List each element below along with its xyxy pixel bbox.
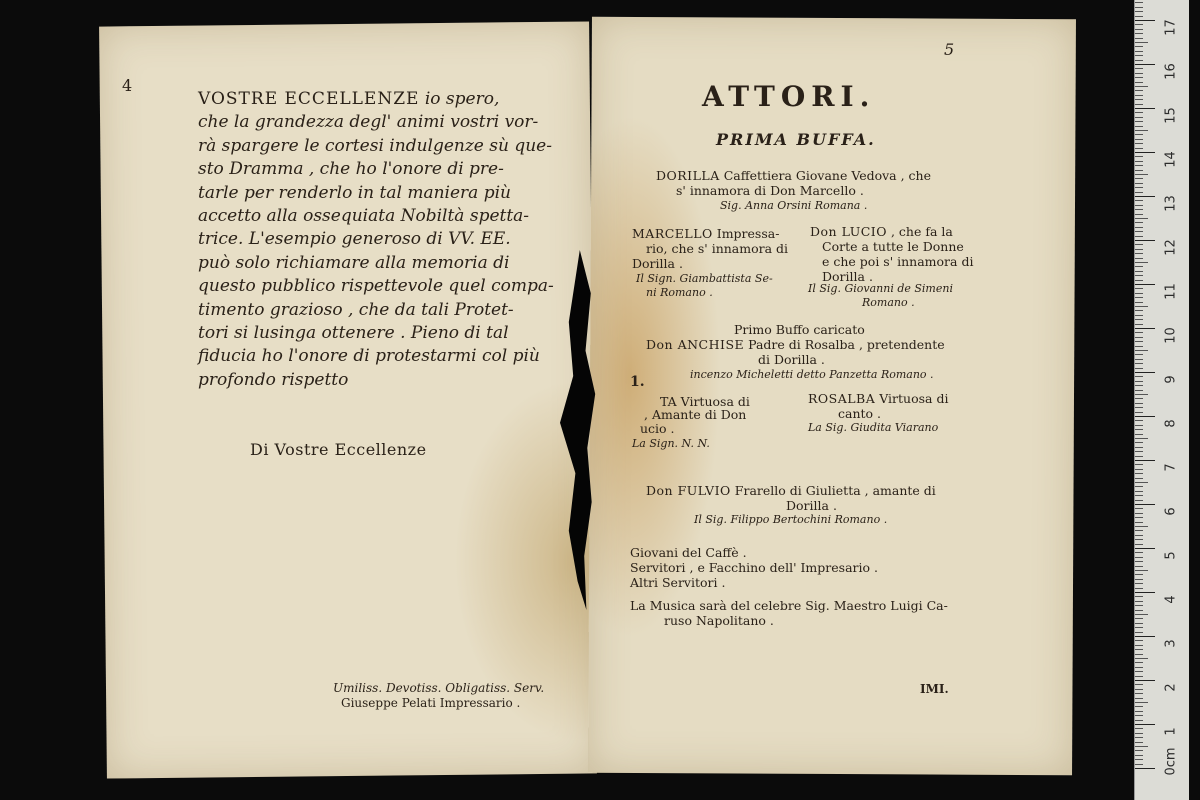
extras-line: Servitori , e Facchino dell' Impresario .: [630, 560, 878, 575]
ruler-tick: [1135, 280, 1143, 281]
actor-name: ni Romano .: [646, 286, 713, 299]
ruler-tick: [1135, 627, 1143, 628]
ruler-tick: [1135, 451, 1143, 452]
ruler-tick: [1135, 486, 1143, 487]
ruler-tick: [1135, 337, 1143, 338]
actor-name: Il Sig. Filippo Bertochini Romano .: [694, 513, 888, 526]
character-role-line: Dorilla .: [632, 256, 683, 271]
ruler-tick: [1135, 618, 1143, 619]
ruler-tick: [1135, 750, 1143, 751]
ruler-label: 13: [1163, 195, 1179, 212]
ruler-tick: [1135, 258, 1143, 259]
character-role-line: e che poi s' innamora di: [822, 254, 974, 269]
ruler-tick: [1135, 676, 1143, 677]
ruler-tick: [1135, 473, 1143, 474]
character-rosalba: [808, 391, 948, 407]
ruler-tick: [1135, 244, 1143, 245]
ruler-tick: [1135, 11, 1143, 12]
extras-line: Altri Servitori .: [630, 575, 726, 590]
character-fulvio: [646, 483, 936, 499]
character-role-line: rio, che s' innamora di: [646, 241, 789, 256]
ruler-tick: [1135, 29, 1143, 30]
ruler-tick: [1135, 139, 1143, 140]
ruler-label: 0cm: [1163, 747, 1179, 776]
ruler-tick: [1135, 187, 1143, 188]
ruler-tick: [1135, 73, 1143, 74]
character-dorilla: [656, 168, 931, 184]
dedication-line: rà spargere le cortesi indulgenze sù que-: [198, 135, 552, 156]
ruler-tick: [1135, 702, 1148, 703]
ruler-tick: [1135, 605, 1143, 606]
ruler-tick: [1135, 200, 1143, 201]
ruler-tick: [1135, 680, 1155, 681]
ruler-tick: [1135, 724, 1155, 725]
ruler-tick: [1135, 262, 1148, 263]
ruler-tick: [1135, 354, 1143, 355]
character-role: Virtuosa di: [879, 391, 949, 406]
character-role-line: canto .: [838, 406, 881, 421]
character-role-line: Dorilla .: [786, 498, 837, 513]
ruler-tick: [1135, 557, 1143, 558]
character-role: Padre di Rosalba , pretendente: [748, 337, 945, 352]
ruler-tick: [1135, 51, 1143, 52]
ruler-tick: [1135, 438, 1148, 439]
ruler-tick: [1135, 614, 1148, 615]
dedication-line: profondo rispetto: [198, 369, 349, 390]
ruler-tick: [1135, 530, 1143, 531]
ruler-tick: [1135, 667, 1143, 668]
ruler-tick: [1135, 95, 1143, 96]
ruler-label: 2: [1163, 683, 1179, 692]
ruler-tick: [1135, 390, 1143, 391]
character-role: , che fa la: [890, 224, 953, 239]
actor-name: incenzo Micheletti detto Panzetta Romano .: [690, 368, 934, 381]
dedication-line: fiducia ho l'onore di protestarmi col più: [198, 346, 540, 367]
ruler-tick: [1135, 130, 1148, 131]
dedication-lead: VOSTRE ECCELLENZE: [198, 89, 420, 109]
ruler-tick: [1135, 746, 1148, 747]
signature-line: Umiliss. Devotiss. Obligatiss. Serv.: [333, 681, 545, 695]
character-role: Impressa-: [716, 226, 780, 241]
ruler-tick: [1135, 192, 1143, 193]
ruler-tick: [1135, 742, 1143, 743]
ruler-label: 17: [1163, 19, 1179, 36]
dedication-line: che la grandezza degl' animi vostri vor-: [198, 112, 539, 133]
ruler-tick: [1135, 566, 1143, 567]
ruler-tick: [1135, 68, 1143, 69]
ruler-tick: [1135, 332, 1143, 333]
ruler-tick: [1135, 46, 1143, 47]
ruler-label: 9: [1163, 375, 1179, 384]
ruler-tick: [1135, 24, 1143, 25]
character-marcello: [632, 226, 779, 242]
ruler-tick: [1135, 601, 1143, 602]
ruler-tick: [1135, 403, 1143, 404]
actor-name: Sig. Anna Orsini Romana .: [720, 199, 868, 212]
ruler-tick: [1135, 310, 1143, 311]
ruler-tick: [1135, 425, 1143, 426]
ruler-tick: [1135, 249, 1143, 250]
ruler-tick: [1135, 90, 1143, 91]
ruler-tick: [1135, 416, 1155, 417]
ruler-tick: [1135, 227, 1143, 228]
ruler-tick: [1135, 38, 1143, 39]
ruler-tick: [1135, 324, 1143, 325]
ruler-tick: [1135, 161, 1143, 162]
measuring-ruler: [1134, 0, 1189, 800]
ruler-tick: [1135, 302, 1143, 303]
ruler-tick: [1135, 517, 1143, 518]
ruler-tick: [1135, 218, 1148, 219]
character-name: DORILLA: [656, 168, 720, 183]
character-name: Don FULVIO: [646, 483, 731, 498]
ruler-tick: [1135, 429, 1143, 430]
ruler-tick: [1135, 583, 1143, 584]
extras-line: Giovani del Caffè .: [630, 545, 747, 560]
ruler-tick: [1135, 381, 1143, 382]
ruler-label: 11: [1163, 283, 1179, 300]
dedication-line: tori si lusinga ottenere . Pieno di tal: [198, 323, 509, 344]
ruler-tick: [1135, 420, 1143, 421]
ruler-tick: [1135, 33, 1143, 34]
ruler-tick: [1135, 649, 1143, 650]
ruler-label: 4: [1163, 595, 1179, 604]
ruler-tick: [1135, 134, 1143, 135]
ruler-tick: [1135, 632, 1143, 633]
character-lucio: [810, 224, 953, 240]
dedication-line: sto Dramma , che ho l'onore di pre-: [198, 159, 504, 180]
ruler-tick: [1135, 456, 1143, 457]
ruler-tick: [1135, 684, 1143, 685]
ruler-tick: [1135, 640, 1143, 641]
ruler-tick: [1135, 363, 1143, 364]
character-role: Caffettiera Giovane Vedova , che: [723, 168, 932, 183]
section-heading: PRIMA BUFFA.: [716, 130, 876, 149]
ruler-tick: [1135, 170, 1143, 171]
ruler-tick: [1135, 478, 1143, 479]
ruler-tick: [1135, 407, 1143, 408]
ruler-tick: [1135, 165, 1143, 166]
actor-name: La Sig. Giudita Viarano: [808, 421, 939, 434]
ruler-tick: [1135, 636, 1155, 637]
ruler-tick: [1135, 610, 1143, 611]
ruler-tick: [1135, 398, 1143, 399]
ruler-tick: [1135, 275, 1143, 276]
dedication-line: io spero,: [424, 89, 500, 109]
ruler-label: 8: [1163, 419, 1179, 428]
actor-name: Romano .: [862, 296, 915, 309]
ruler-tick: [1135, 77, 1143, 78]
ruler-tick: [1135, 711, 1143, 712]
ruler-tick: [1135, 143, 1143, 144]
ruler-tick: [1135, 205, 1143, 206]
character-name: Don ANCHISE: [646, 337, 745, 352]
character-role-line: TA Virtuosa di: [660, 394, 750, 409]
ruler-tick: [1135, 755, 1143, 756]
left-page-number: 4: [122, 76, 133, 95]
ruler-tick: [1135, 464, 1143, 465]
ruler-tick: [1135, 662, 1143, 663]
ruler-tick: [1135, 596, 1143, 597]
ruler-tick: [1135, 341, 1143, 342]
ruler-tick: [1135, 447, 1143, 448]
ruler-label: 12: [1163, 239, 1179, 256]
ruler-tick: [1135, 469, 1143, 470]
ruler-tick: [1135, 728, 1143, 729]
ruler-tick: [1135, 434, 1143, 435]
character-role-line: Dorilla .: [822, 269, 873, 284]
ruler-tick: [1135, 306, 1148, 307]
ruler-tick: [1135, 117, 1143, 118]
ruler-tick: [1135, 592, 1155, 593]
signature-mark: 1.: [630, 374, 645, 390]
ruler-tick: [1135, 623, 1143, 624]
ruler-tick: [1135, 698, 1143, 699]
character-role-line: , Amante di Don: [644, 407, 747, 422]
signature-name: Giuseppe Pelati Impressario .: [341, 696, 521, 710]
ruler-tick: [1135, 214, 1143, 215]
ruler-tick: [1135, 706, 1143, 707]
ruler-tick: [1135, 720, 1143, 721]
ruler-tick: [1135, 86, 1148, 87]
ruler-label: 7: [1163, 463, 1179, 472]
ruler-label: 6: [1163, 507, 1179, 516]
ruler-tick: [1135, 544, 1143, 545]
ruler-tick: [1135, 574, 1143, 575]
ruler-tick: [1135, 513, 1143, 514]
ruler-tick: [1135, 346, 1143, 347]
ruler-tick: [1135, 183, 1143, 184]
character-role-line: s' innamora di Don Marcello .: [676, 183, 864, 198]
actor-name: La Sign. N. N.: [632, 437, 710, 450]
dedication-line: può solo richiamare alla memoria di: [198, 252, 510, 273]
ruler-tick: [1135, 526, 1148, 527]
right-page-number: 5: [944, 40, 955, 59]
ruler-tick: [1135, 570, 1148, 571]
ruler-tick: [1135, 104, 1143, 105]
ruler-tick: [1135, 284, 1155, 285]
ruler-tick: [1135, 359, 1143, 360]
ruler-tick: [1135, 121, 1143, 122]
ruler-tick: [1135, 715, 1143, 716]
ruler-tick: [1135, 764, 1143, 765]
ruler-tick: [1135, 579, 1143, 580]
ruler-tick: [1135, 60, 1143, 61]
ruler-tick: [1135, 733, 1143, 734]
role-heading: Primo Buffo caricato: [734, 322, 865, 337]
ruler-tick: [1135, 315, 1143, 316]
character-role-line: ucio .: [640, 421, 675, 436]
actor-name: Il Sig. Giovanni de Simeni: [808, 282, 953, 295]
ruler-tick: [1135, 240, 1155, 241]
music-credit-line: ruso Napolitano .: [664, 613, 774, 628]
ruler-tick: [1135, 20, 1155, 21]
ruler-tick: [1135, 460, 1155, 461]
character-name: ROSALBA: [808, 391, 876, 406]
ruler-tick: [1135, 548, 1155, 549]
page-title: ATTORI.: [702, 80, 876, 113]
ruler-tick: [1135, 112, 1143, 113]
ruler-tick: [1135, 658, 1148, 659]
ruler-tick: [1135, 491, 1143, 492]
ruler-tick: [1135, 535, 1143, 536]
ruler-tick: [1135, 319, 1143, 320]
dedication-text: [198, 88, 554, 392]
ruler-tick: [1135, 645, 1143, 646]
ruler-tick: [1135, 99, 1143, 100]
character-name: MARCELLO: [632, 226, 713, 241]
ruler-tick: [1135, 671, 1143, 672]
ruler-tick: [1135, 412, 1143, 413]
dedication-line: tarle per renderlo in tal maniera più: [198, 182, 511, 203]
dedication-line: questo pubblico rispettevole quel compa-: [198, 276, 554, 297]
ruler-label: 10: [1163, 327, 1179, 344]
ruler-tick: [1135, 196, 1155, 197]
ruler-tick: [1135, 222, 1143, 223]
ruler-tick: [1135, 82, 1143, 83]
ruler-tick: [1135, 293, 1143, 294]
ruler-tick: [1135, 42, 1148, 43]
ruler-tick: [1135, 288, 1143, 289]
ruler-tick: [1135, 768, 1155, 769]
ruler-label: 14: [1163, 151, 1179, 168]
ruler-tick: [1135, 178, 1143, 179]
ruler-tick: [1135, 328, 1155, 329]
ruler-tick: [1135, 394, 1148, 395]
ruler-label: 15: [1163, 107, 1179, 124]
ruler-tick: [1135, 385, 1143, 386]
ruler-tick: [1135, 236, 1143, 237]
character-role: Frarello di Giulietta , amante di: [734, 483, 936, 498]
ruler-tick: [1135, 174, 1148, 175]
closing-salutation: Di Vostre Eccellenze: [250, 440, 427, 459]
ruler-tick: [1135, 588, 1143, 589]
ruler-tick: [1135, 442, 1143, 443]
ruler-label: 3: [1163, 639, 1179, 648]
character-role-line: Corte a tutte le Donne: [822, 239, 964, 254]
ruler-tick: [1135, 500, 1143, 501]
ruler-label: 1: [1163, 727, 1179, 736]
ruler-tick: [1135, 108, 1155, 109]
character-anchise: [646, 337, 945, 353]
ruler-tick: [1135, 368, 1143, 369]
ruler-tick: [1135, 372, 1155, 373]
ruler-tick: [1135, 495, 1143, 496]
ruler-tick: [1135, 271, 1143, 272]
ruler-tick: [1135, 539, 1143, 540]
ruler-tick: [1135, 376, 1143, 377]
actor-name: Il Sign. Giambattista Se-: [636, 272, 773, 285]
ruler-tick: [1135, 297, 1143, 298]
ruler-tick: [1135, 2, 1143, 3]
ruler-tick: [1135, 16, 1143, 17]
ruler-tick: [1135, 350, 1148, 351]
ruler-tick: [1135, 7, 1143, 8]
ruler-tick: [1135, 156, 1143, 157]
ruler-label: 5: [1163, 551, 1179, 560]
ruler-tick: [1135, 737, 1143, 738]
ruler-tick: [1135, 504, 1155, 505]
ruler-tick: [1135, 266, 1143, 267]
ruler-tick: [1135, 148, 1143, 149]
ruler-tick: [1135, 654, 1143, 655]
ruler-tick: [1135, 231, 1143, 232]
ruler-tick: [1135, 126, 1143, 127]
dedication-line: accetto alla ossequiata Nobiltà spetta-: [198, 206, 530, 227]
dedication-line: trice. L'esempio generoso di VV. EE.: [198, 229, 511, 250]
character-role-line: di Dorilla .: [758, 352, 825, 367]
ruler-tick: [1135, 64, 1155, 65]
character-name: Don LUCIO: [810, 224, 887, 239]
ruler-label: 16: [1163, 63, 1179, 80]
ruler-tick: [1135, 693, 1143, 694]
ruler-tick: [1135, 482, 1148, 483]
ruler-tick: [1135, 561, 1143, 562]
ruler-tick: [1135, 689, 1143, 690]
signature-mark: IMI.: [920, 682, 949, 696]
music-credit: La Musica sarà del celebre Sig. Maestro Luigi Ca-: [630, 598, 948, 613]
ruler-tick: [1135, 522, 1143, 523]
ruler-tick: [1135, 552, 1143, 553]
ruler-tick: [1135, 152, 1155, 153]
ruler-tick: [1135, 508, 1143, 509]
ruler-tick: [1135, 55, 1143, 56]
dedication-line: timento grazioso , che da tali Protet-: [198, 299, 514, 320]
ruler-tick: [1135, 253, 1143, 254]
ruler-tick: [1135, 209, 1143, 210]
ruler-tick: [1135, 759, 1143, 760]
